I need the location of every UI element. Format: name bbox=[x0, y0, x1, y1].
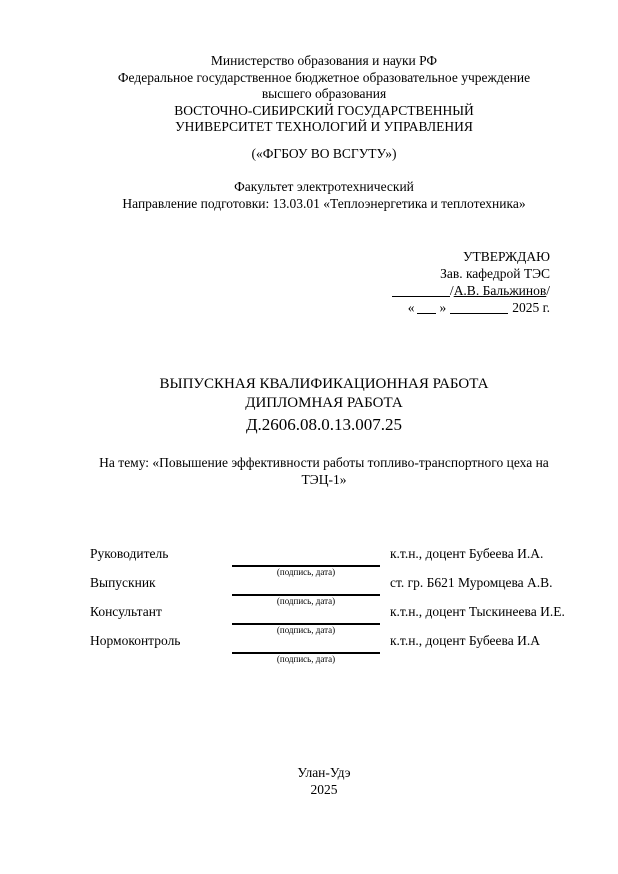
university-name-line-1: ВОСТОЧНО-СИБИРСКИЙ ГОСУДАРСТВЕННЫЙ bbox=[174, 102, 474, 118]
sig-line-column bbox=[232, 604, 380, 635]
topic-block bbox=[90, 455, 558, 488]
slash-after: / bbox=[546, 283, 550, 298]
approval-heading: УТВЕРЖДАЮ bbox=[462, 249, 550, 264]
sig-person: ст. гр. Б621 Муромцева А.В. bbox=[390, 575, 553, 590]
date-day-blank bbox=[417, 301, 436, 314]
signature-line bbox=[232, 575, 380, 596]
signature-line bbox=[232, 546, 380, 567]
program-line: Направление подготовки: 13.03.01 «Теплоэнергетика и теплотехника» bbox=[122, 195, 526, 211]
work-code: Д.2606.08.0.13.007.25 bbox=[245, 415, 403, 434]
signature-caption: (подпись, дата) bbox=[276, 567, 336, 577]
page-content bbox=[90, 0, 565, 798]
sig-person: к.т.н., доцент Бубеева И.А bbox=[390, 633, 540, 648]
sig-role: Консультант bbox=[90, 604, 162, 619]
department-head-position: Зав. кафедрой ТЭС bbox=[440, 266, 550, 281]
footer-block bbox=[90, 765, 558, 798]
approval-block bbox=[90, 248, 558, 316]
work-title-block bbox=[90, 375, 558, 436]
city: Улан-Удэ bbox=[297, 765, 351, 780]
institution-header bbox=[90, 53, 558, 136]
head-signature-name: А.В. Бальжинов bbox=[453, 283, 547, 298]
sig-line-column bbox=[232, 546, 380, 577]
education-level-line: высшего образования bbox=[261, 86, 387, 101]
signature-caption: (подпись, дата) bbox=[276, 596, 336, 606]
university-name-line-2: УНИВЕРСИТЕТ ТЕХНОЛОГИЙ И УПРАВЛЕНИЯ bbox=[175, 119, 473, 134]
date-open-quote: « bbox=[407, 300, 415, 315]
approval-date-line bbox=[90, 299, 550, 316]
signature-caption: (подпись, дата) bbox=[276, 654, 336, 664]
signature-row-supervisor bbox=[90, 546, 558, 575]
sig-line-column bbox=[232, 633, 380, 664]
sig-line-column bbox=[232, 575, 380, 606]
signature-line bbox=[232, 633, 380, 654]
ministry-line: Министерство образования и науки РФ bbox=[210, 53, 438, 68]
sig-person: к.т.н., доцент Тыскинеева И.Е. bbox=[390, 604, 565, 619]
slash-before: / bbox=[449, 283, 454, 298]
topic-text: На тему: «Повышение эффективности работы топливо-транспортного цеха на ТЭЦ-1» bbox=[99, 455, 549, 487]
signature-row-consultant bbox=[90, 604, 565, 635]
work-subtype-line: ДИПЛОМНАЯ РАБОТА bbox=[245, 395, 403, 411]
date-month-blank bbox=[450, 301, 508, 314]
signature-row-graduate bbox=[90, 575, 558, 604]
university-abbreviation: («ФГБОУ ВО ВСГУТУ») bbox=[251, 145, 397, 161]
signature-blank bbox=[392, 284, 450, 297]
signature-line bbox=[232, 604, 380, 625]
sig-role: Нормоконтроль bbox=[90, 633, 181, 648]
work-type-line: ВЫПУСКНАЯ КВАЛИФИКАЦИОННАЯ РАБОТА bbox=[159, 376, 489, 392]
approval-year: 2025 г. bbox=[512, 300, 550, 315]
sig-person: к.т.н., доцент Бубеева И.А. bbox=[390, 546, 544, 561]
signature-caption: (подпись, дата) bbox=[276, 625, 336, 635]
faculty-block bbox=[90, 179, 558, 212]
year: 2025 bbox=[310, 781, 338, 797]
sig-role: Выпускник bbox=[90, 575, 156, 590]
faculty-line: Факультет электротехнический bbox=[234, 179, 414, 194]
signature-table bbox=[90, 546, 565, 664]
signature-row-normcontrol bbox=[90, 633, 558, 662]
date-close-quote: » bbox=[439, 300, 447, 315]
sig-role: Руководитель bbox=[90, 546, 169, 561]
head-signature-line bbox=[90, 282, 550, 299]
institution-type-line: Федеральное государственное бюджетное образовательное учреждение bbox=[117, 69, 531, 85]
